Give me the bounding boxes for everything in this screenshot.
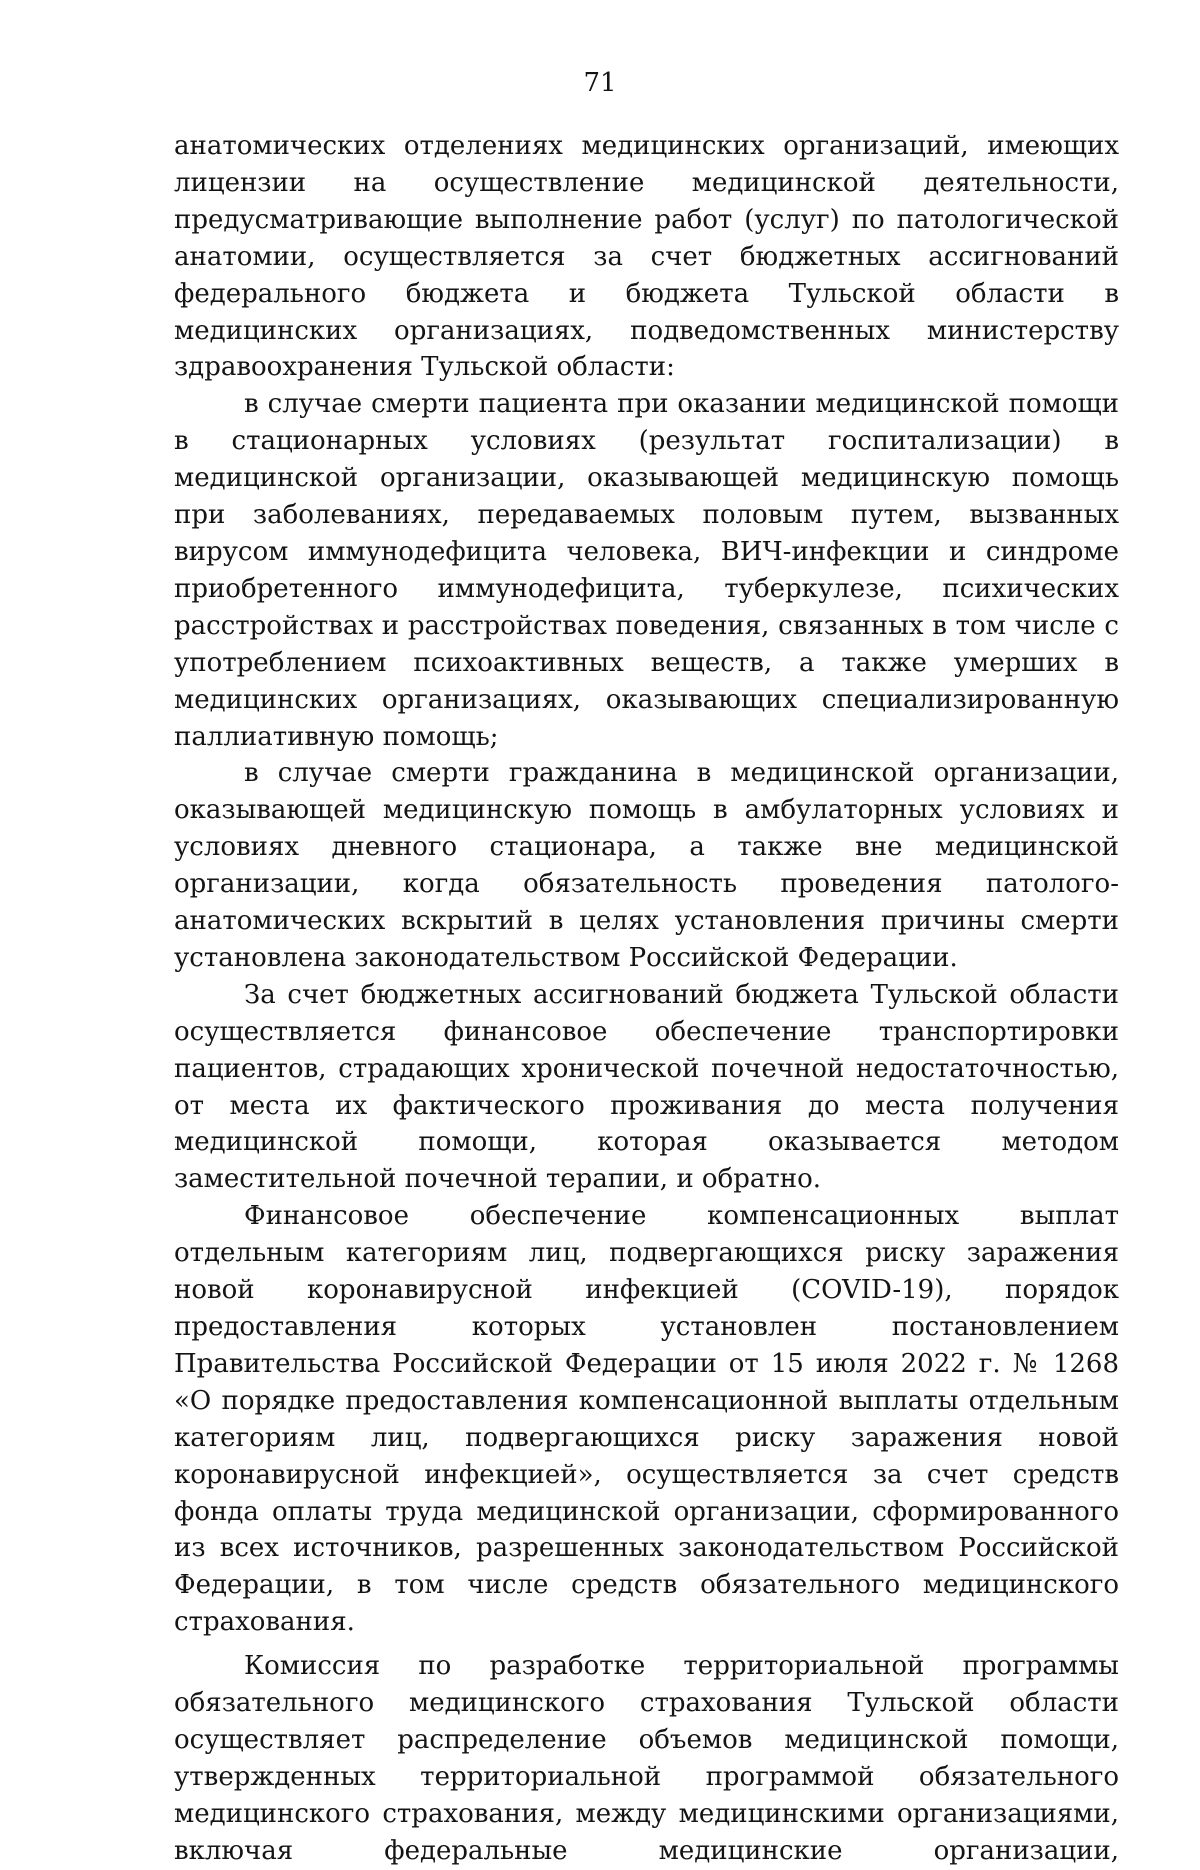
paragraph-pathology-funding: анатомических отделениях медицинских организаций, имеющих лицензии на осуществление медицинской деятельности, предусматривающие выполнение работ (услуг) по патологической анатомии, осуществляется за счет бюджетных ассигнований федерального бюджета и бюджета Тульской области в медицинских организациях, подведомственных министерству здравоохранения Тульской области: <box>174 131 1119 383</box>
paragraph-outpatient-death-cases: в случае смерти гражданина в медицинской организации, оказывающей медицинскую помощь в амбулаторных условиях и условиях дневного стационара, а также вне медицинской организации, когда обязательность проведения патолого-анатомических вскрытий в целях установления причины смерти установлена законодательством Российской Федерации. <box>174 758 1119 973</box>
document-body <box>174 128 1119 1870</box>
page-number: 71 <box>583 68 617 98</box>
paragraph-covid-compensation: Финансовое обеспечение компенсационных выплат отдельным категориям лиц, подвергающихся риску заражения новой коронавирусной инфекцией (COVID-19), порядок предоставления которых установлен постановлением Правительства Российской Федерации от 15 июля 2022 г. № 1268 «О порядке предоставления компенсационной выплаты отдельным категориям лиц, подвергающихся риску заражения новой коронавирусной инфекцией», осуществляется за счет средств фонда оплаты труда медицинской организации, сформированного из всех источников, разрешенных законодательством Российской Федерации, в том числе средств обязательного медицинского страхования. <box>174 1201 1119 1638</box>
paragraph-commission-distribution: Комиссия по разработке территориальной программы обязательного медицинского страхования Тульской области осуществляет распределение объемов медицинской помощи, утвержденных территориальной программой обязательного медицинского страхования, между медицинскими организациями, включая федеральные медицинские организации, <box>174 1651 1119 1866</box>
paragraph-hospital-death-cases: в случае смерти пациента при оказании медицинской помощи в стационарных условиях (результат госпитализации) в медицинской организации, оказывающей медицинскую помощь при заболеваниях, передаваемых половым путем, вызванных вирусом иммунодефицита человека, ВИЧ-инфекции и синдроме приобретенного иммунодефицита, туберкулезе, психических расстройствах и расстройствах поведения, связанных в том числе с употреблением психоактивных веществ, а также умерших в медицинских организациях, оказывающих специализированную паллиативную помощь; <box>174 389 1119 752</box>
paragraph-dialysis-transport: За счет бюджетных ассигнований бюджета Тульской области осуществляется финансовое обеспечение транспортировки пациентов, страдающих хронической почечной недостаточностью, от места их фактического проживания до места получения медицинской помощи, которая оказывается методом заместительной почечной терапии, и обратно. <box>174 979 1119 1195</box>
